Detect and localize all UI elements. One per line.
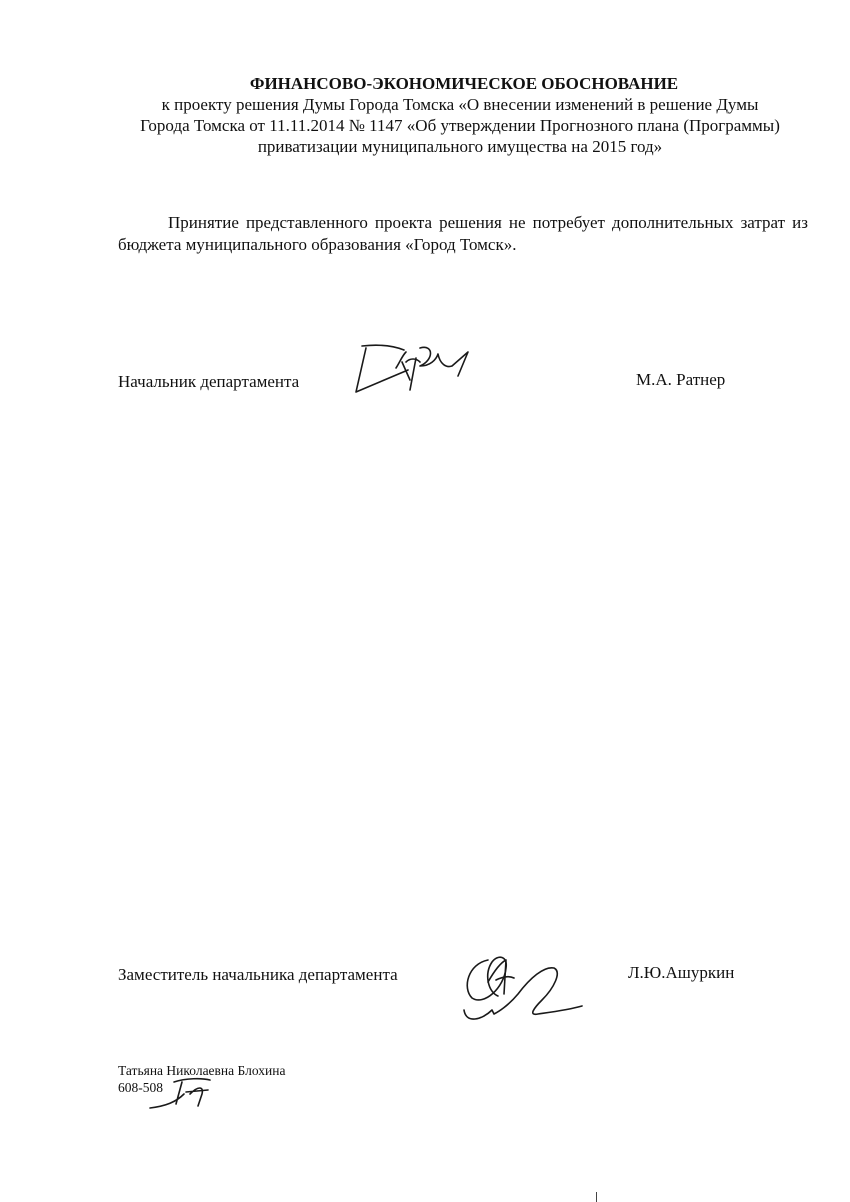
head-name: М.А. Ратнер [636,370,726,389]
scan-mark [596,1192,597,1202]
subtitle-line-3: приватизации муниципального имущества на 2015 год» [257,137,663,156]
deputy-name: Л.Ю.Ашуркин [628,963,735,982]
subtitle-line-2: Города Томска от 11.11.2014 № 1147 «Об утверждении Прогнозного плана (Программы) [140,116,780,135]
document-heading [110,73,810,157]
deputy-position: Заместитель начальника департамента [118,965,398,984]
document-title: ФИНАНСОВО-ЭКОНОМИЧЕСКОЕ ОБОСНОВАНИЕ [249,74,679,93]
head-position: Начальник департамента [118,372,300,391]
executor-initials [146,1074,216,1114]
subtitle-line-1: к проекту решения Думы Города Томска «О внесении изменений в решение Думы [161,95,759,114]
executor-name: Татьяна Николаевна Блохина [118,1063,286,1078]
deputy-signature [458,948,588,1028]
body-paragraph: Принятие представленного проекта решения не потребует дополнительных затрат из бюджета муниципального образования «Город Томск». [118,213,808,254]
head-signature [350,340,480,400]
executor-phone: 608-508 [118,1080,163,1095]
